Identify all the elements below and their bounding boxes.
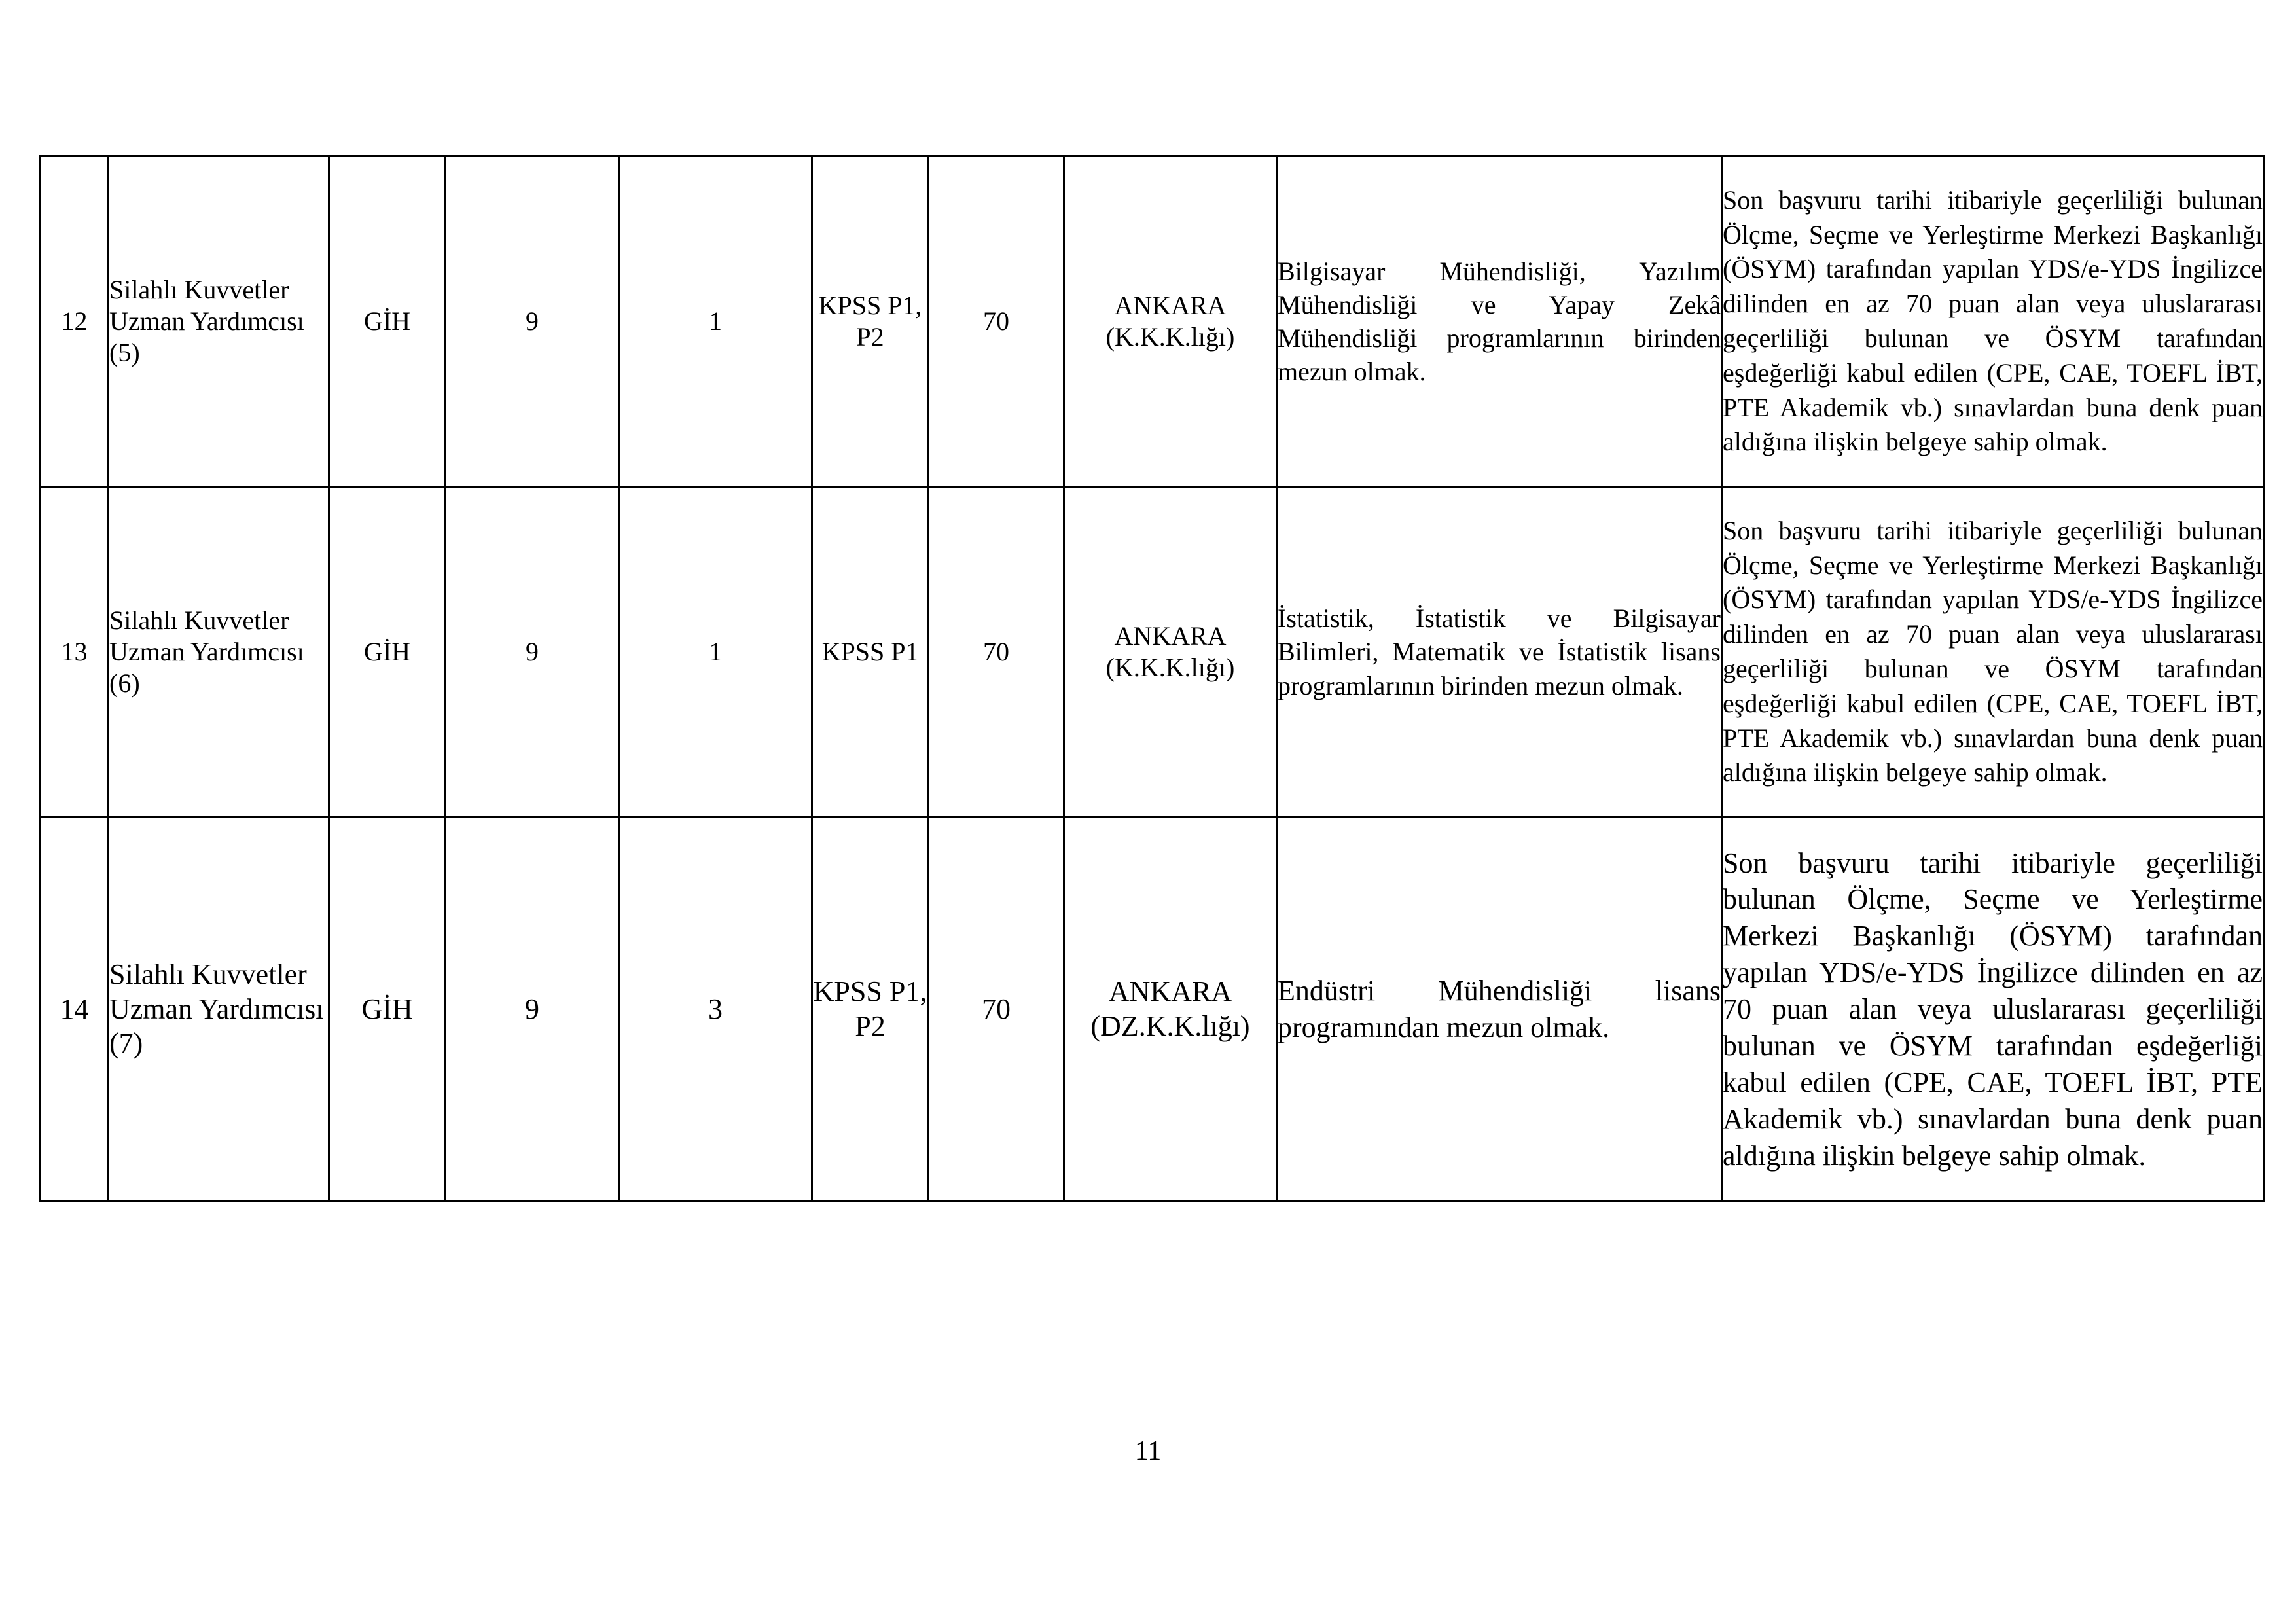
position-title: Silahlı Kuvvetler Uzman Yardımcısı (7) xyxy=(109,818,329,1202)
class-code: GİH xyxy=(329,156,446,487)
education-requirement: Bilgisayar Mühendisliği, Yazılım Mühendisliği ve Yapay Zekâ Mühendisliği programlarının birinden mezun olmak. xyxy=(1277,156,1722,487)
table-row xyxy=(41,487,2264,818)
class-code: GİH xyxy=(329,487,446,818)
min-score: 70 xyxy=(929,487,1064,818)
language-requirement: Son başvuru tarihi itibariyle geçerliliği bulunan Ölçme, Seçme ve Yerleştirme Merkezi Başkanlığı (ÖSYM) tarafından yapılan YDS/e-YDS İngilizce dilinden en az 70 puan alan veya uluslararası geçerliliği bulunan ve ÖSYM tarafından eşdeğerliği kabul edilen (CPE, CAE, TOEFL İBT, PTE Akademik vb.) sınavlardan buna denk puan aldığına ilişkin belgeye sahip olmak. xyxy=(1722,818,2264,1202)
work-location: ANKARA (K.K.K.lığı) xyxy=(1064,487,1277,818)
position-count: 1 xyxy=(619,156,812,487)
degree-value: 9 xyxy=(446,487,619,818)
exam-type: KPSS P1, P2 xyxy=(812,818,929,1202)
work-location: ANKARA (K.K.K.lığı) xyxy=(1064,156,1277,487)
exam-type: KPSS P1 xyxy=(812,487,929,818)
exam-type: KPSS P1, P2 xyxy=(812,156,929,487)
position-count: 1 xyxy=(619,487,812,818)
degree-value: 9 xyxy=(446,818,619,1202)
class-code: GİH xyxy=(329,818,446,1202)
education-requirement: İstatistik, İstatistik ve Bilgisayar Bilimleri, Matematik ve İstatistik lisans programlarının birinden mezun olmak. xyxy=(1277,487,1722,818)
row-number: 12 xyxy=(41,156,109,487)
language-requirement: Son başvuru tarihi itibariyle geçerliliği bulunan Ölçme, Seçme ve Yerleştirme Merkezi Başkanlığı (ÖSYM) tarafından yapılan YDS/e-YDS İngilizce dilinden en az 70 puan alan veya uluslararası geçerliliği bulunan ve ÖSYM tarafından eşdeğerliği kabul edilen (CPE, CAE, TOEFL İBT, PTE Akademik vb.) sınavlardan buna denk puan aldığına ilişkin belgeye sahip olmak. xyxy=(1722,487,2264,818)
position-title: Silahlı Kuvvetler Uzman Yardımcısı (5) xyxy=(109,156,329,487)
min-score: 70 xyxy=(929,156,1064,487)
language-requirement: Son başvuru tarihi itibariyle geçerliliği bulunan Ölçme, Seçme ve Yerleştirme Merkezi Başkanlığı (ÖSYM) tarafından yapılan YDS/e-YDS İngilizce dilinden en az 70 puan alan veya uluslararası geçerliliği bulunan ve ÖSYM tarafından eşdeğerliği kabul edilen (CPE, CAE, TOEFL İBT, PTE Akademik vb.) sınavlardan buna denk puan aldığına ilişkin belgeye sahip olmak. xyxy=(1722,156,2264,487)
row-number: 13 xyxy=(41,487,109,818)
table-row xyxy=(41,818,2264,1202)
row-number: 14 xyxy=(41,818,109,1202)
degree-value: 9 xyxy=(446,156,619,487)
page-number: 11 xyxy=(1134,1436,1162,1466)
table-row xyxy=(41,156,2264,487)
min-score: 70 xyxy=(929,818,1064,1202)
education-requirement: Endüstri Mühendisliği lisans programından mezun olmak. xyxy=(1277,818,1722,1202)
positions-table xyxy=(39,155,2265,1202)
position-title: Silahlı Kuvvetler Uzman Yardımcısı (6) xyxy=(109,487,329,818)
work-location: ANKARA (DZ.K.K.lığı) xyxy=(1064,818,1277,1202)
position-count: 3 xyxy=(619,818,812,1202)
